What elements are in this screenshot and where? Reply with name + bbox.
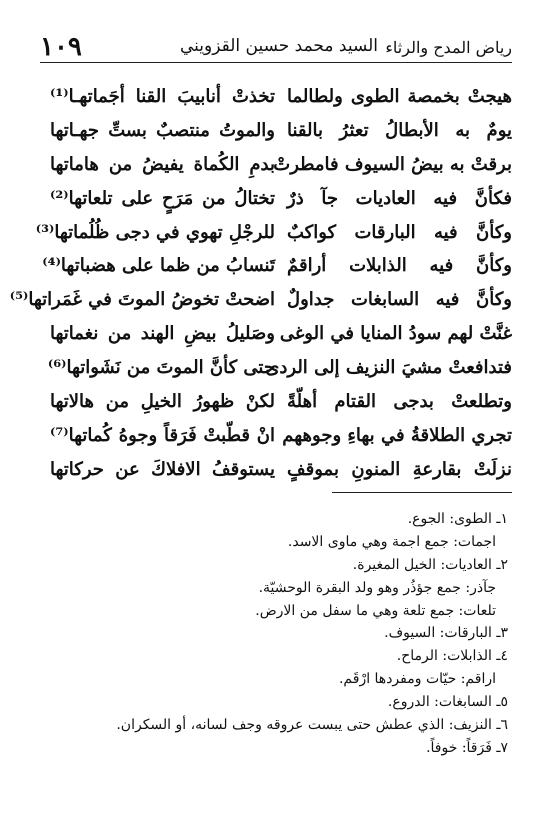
page-number: ١٠٩ (40, 32, 82, 62)
second-hemistich: وصَليلُ بيضِ الهند من نغماتها (50, 323, 275, 345)
footnote-line: ٧ـ فَرَقاً: خوفاً. (426, 739, 508, 756)
verse-row (40, 116, 512, 150)
poem-verses (9, 82, 512, 489)
second-hemistich: تَنسابُ من ظما على هضباتها⁽⁴⁾ (42, 255, 275, 277)
second-hemistich: تخذتْ أنابيبَ القنا أجَماتهـا⁽¹⁾ (50, 86, 275, 107)
second-hemistich: حتى كأنَّ الموتَ من نَشَواتها⁽⁶⁾ (47, 357, 275, 379)
verse-row (40, 184, 512, 218)
second-hemistich: يستوقفُ الافلاكَ عن حركاتها (50, 458, 275, 480)
footnote-line: ٥ـ السابغات: الدروع. (387, 694, 508, 711)
footnote-line: اراقم: حيّات ومفردها ارْقَم. (338, 671, 496, 688)
verse-row (9, 285, 512, 319)
first-hemistich: وكأنَّ فيه السابغات جداولٌ (287, 289, 512, 311)
footnote-separator (332, 492, 512, 493)
first-hemistich: نزلَتْ بقارعةِ المنونِ بموقفٍ (287, 458, 512, 480)
first-hemistich: وكأنَّ فيه البارقات كواكبٌ (287, 221, 512, 243)
footnote-line: ٦ـ النزيف: الذي عطش حتى يبست عروقه وجف لسانه، أو السكران. (116, 717, 508, 734)
first-hemistich: فكأنَّ فيه العاديات جآ ذرٌ (287, 187, 512, 209)
verse-row (35, 218, 512, 252)
running-header (40, 30, 512, 63)
verse-row (40, 387, 512, 421)
second-hemistich: انْ قطّبتْ فَرَقاً وجوهُ كُماتها⁽⁷⁾ (50, 424, 275, 446)
second-hemistich: اضحتْ تخوضُ الموتَ في غَمَراتها⁽⁵⁾ (9, 289, 275, 311)
verse-row (40, 82, 512, 116)
header-author: السيد محمد حسين القزويني (180, 36, 379, 56)
verse-row (40, 353, 512, 387)
first-hemistich: يومٌ به الأبطالُ تعثرُ بالقنا (287, 119, 512, 141)
verse-row (40, 251, 512, 285)
first-hemistich: فتدافعتْ مشيَ النزيف إلى الردى (265, 357, 512, 379)
footnote-line: ٢ـ العاديات: الخيل المغيرة. (352, 556, 508, 573)
second-hemistich: بدمِ الكُماة يفيضُ من هاماتها (50, 153, 275, 175)
first-hemistich: هيجتْ بخمصة الطوى ولطالما (287, 86, 512, 107)
first-hemistich: وتطلعتْ بدجى القتام أهلّةً (287, 391, 512, 413)
footnotes (28, 508, 508, 760)
second-hemistich: لكنْ ظهورُ الخيلِ من هالاتها (50, 391, 275, 413)
footnote-line: ٤ـ الذابلات: الرماح. (396, 648, 508, 665)
verse-row (40, 150, 512, 184)
footnote-line: ١ـ الطوى: الجوع. (407, 511, 508, 527)
footnote-line: اجمات: جمع اجمة وهي ماوى الاسد. (287, 533, 496, 550)
verse-row (40, 319, 512, 353)
second-hemistich: تختالُ من مَرَحٍ على تلعاتها⁽²⁾ (50, 187, 275, 209)
second-hemistich: والموتُ منتصبٌ بستِّ جهـاتها (50, 119, 275, 141)
footnote-line: جآذر: جمع جؤذُر وهو ولد البقرة الوحشيّة. (258, 579, 496, 596)
footnote-line: تلعات: جمع تلعة وهي ما سفل من الارض. (255, 602, 496, 619)
first-hemistich: برقتْ به بيضُ السيوف فامطرتْ (273, 153, 512, 175)
verse-row (40, 455, 512, 489)
verse-row (40, 421, 512, 455)
first-hemistich: وكأنَّ فيه الذابلات أراقمٌ (287, 255, 512, 277)
first-hemistich: تجري الطلاقةُ في بهاءِ وجوههم (282, 424, 512, 446)
footnote-line: ٣ـ البارقات: السيوف. (384, 625, 508, 642)
header-book-title: رياض المدح والرثاء (385, 38, 512, 57)
second-hemistich: للرجْلِ تهوي في دجى ظُلُماتها⁽³⁾ (35, 221, 275, 243)
first-hemistich: غنَّتْ لهم سودُ المنايا في الوغى (279, 323, 512, 345)
